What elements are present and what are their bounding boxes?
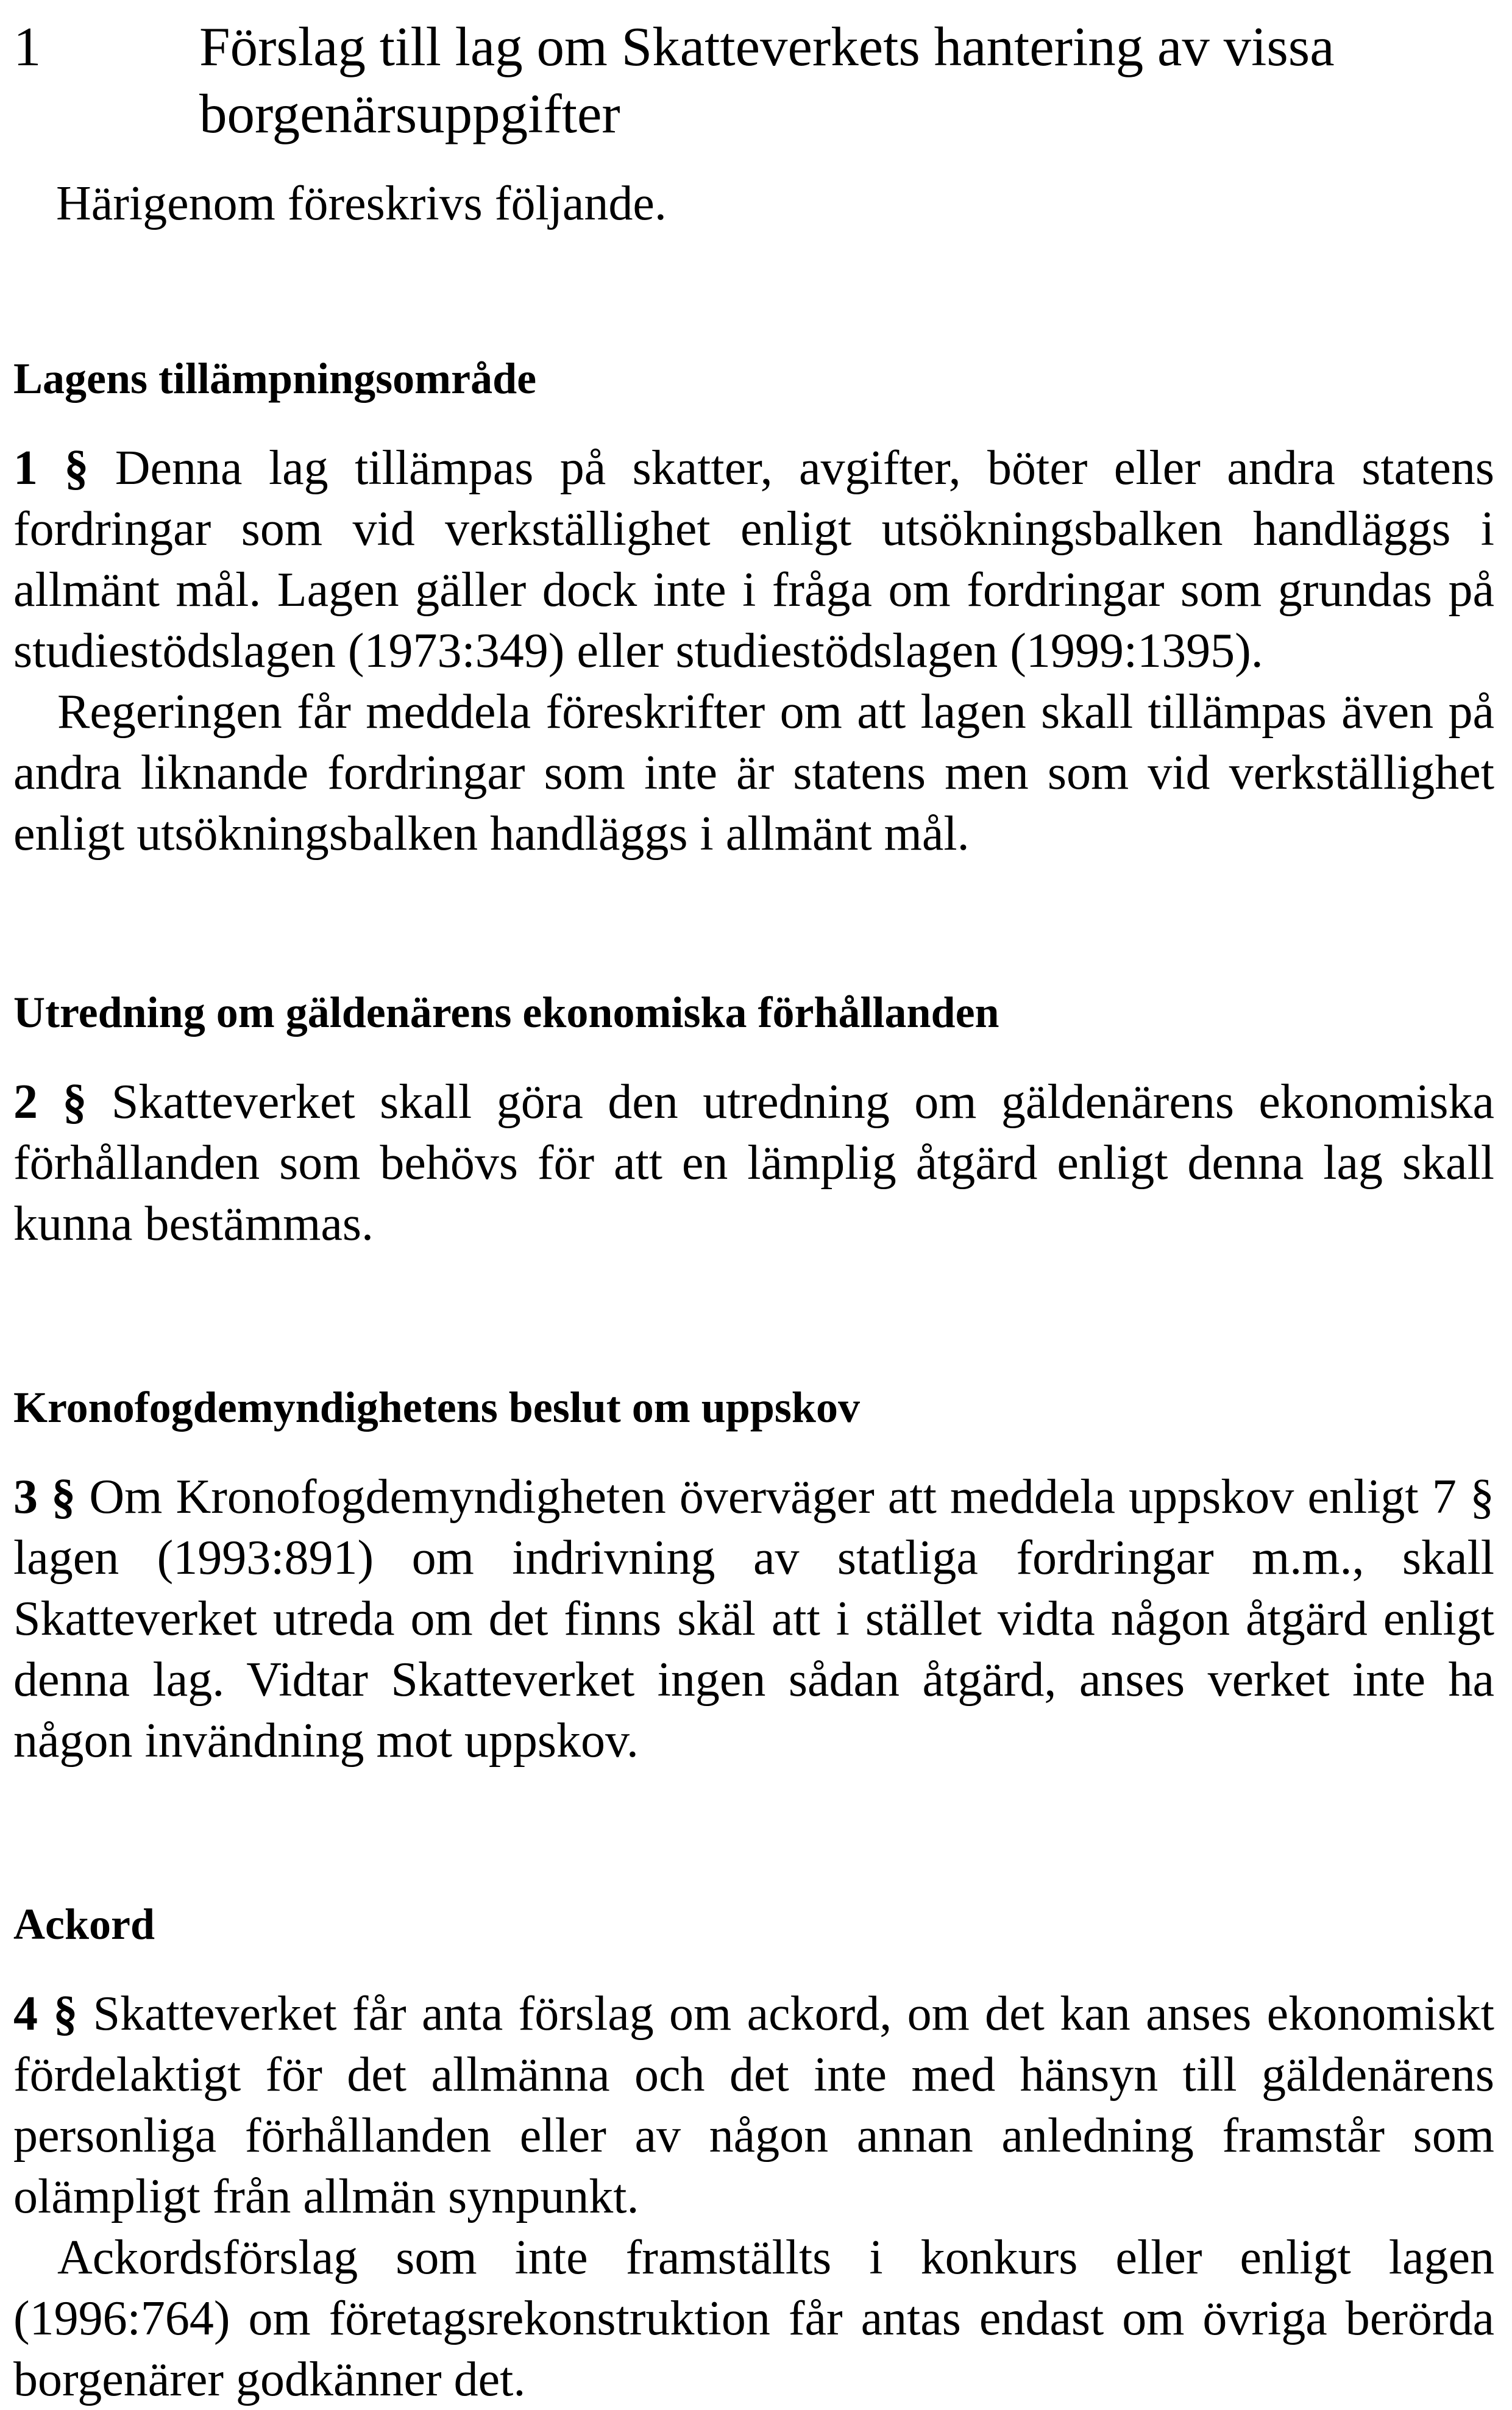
section-tillampningsomrade [13,351,1494,864]
section-heading: Ackord [13,1900,155,1949]
paragraph-text: Om Kronofogdemyndigheten överväger att meddela uppskov enligt 7 § lagen (1993:891) om indrivning av statliga fordringar m.m., skall Skatteverket utreda om det finns skäl att i stället vidta någon åtgärd enligt denna lag. Vidtar Skatteverket ingen sådan åtgärd, anses verket inte ha någon invändning mot uppskov. [13,1470,1494,1768]
paragraph-text: Skatteverket får anta förslag om ackord, om det kan anses ekonomiskt fördelaktigt för det allmänna och det inte med hänsyn till gäldenärens personliga förhållanden eller av någon annan anledning framstår som olämpligt från allmän synpunkt. [13,1987,1495,2223]
paragraph-1 [13,438,1494,681]
section-heading: Utredning om gäldenärens ekonomiska förhållanden [13,988,999,1037]
document-page [13,13,1494,2410]
chapter-header [13,13,1494,148]
paragraph-text: Skatteverket skall göra den utredning om gäldenärens ekonomiska förhållanden som behövs för att en lämplig åtgärd enligt denna lag skall kunna bestämmas. [13,1075,1494,1251]
paragraph-4 [13,1983,1494,2227]
section-uppskov [13,1380,1494,1771]
paragraph-3 [13,1466,1494,1771]
paragraph-1-second [13,681,1494,864]
intro-text: Härigenom föreskrivs följande. [56,177,667,230]
section-utredning [13,985,1494,1254]
paragraph-text: Denna lag tillämpas på skatter, avgifter, böter eller andra statens fordringar som vid verkställighet enligt utsökningsbalken handläggs i allmänt mål. Lagen gäller dock inte i fråga om fordringar som grundas på studiestödslagen (1973:349) eller studiestödslagen (1999:1395). [13,441,1494,678]
paragraph-number: 4 § [13,1987,78,2041]
paragraph-text: Regeringen får meddela föreskrifter om att lagen skall tillämpas även på andra liknande fordringar som inte är statens men som vid verkställighet enligt utsökningsbalken handläggs i allmänt mål. [13,685,1494,861]
chapter-title: Förslag till lag om Skatteverkets hantering av vissa borgenärsuppgifter [199,16,1335,144]
paragraph-number: 2 § [13,1075,87,1129]
section-heading: Kronofogdemyndighetens beslut om uppskov [13,1383,860,1432]
paragraph-4-second [13,2227,1494,2410]
chapter-number: 1 [13,16,41,77]
paragraph-text: Ackordsförslag som inte framställts i konkurs eller enligt lagen (1996:764) om företagsrekonstruktion får antas endast om övriga berörda borgenärer godkänner det. [13,2231,1494,2406]
paragraph-2 [13,1072,1494,1254]
paragraph-number: 3 § [13,1470,76,1524]
section-heading: Lagens tillämpningsområde [13,354,537,403]
paragraph-number: 1 § [13,441,89,495]
section-ackord [13,1897,1494,2410]
